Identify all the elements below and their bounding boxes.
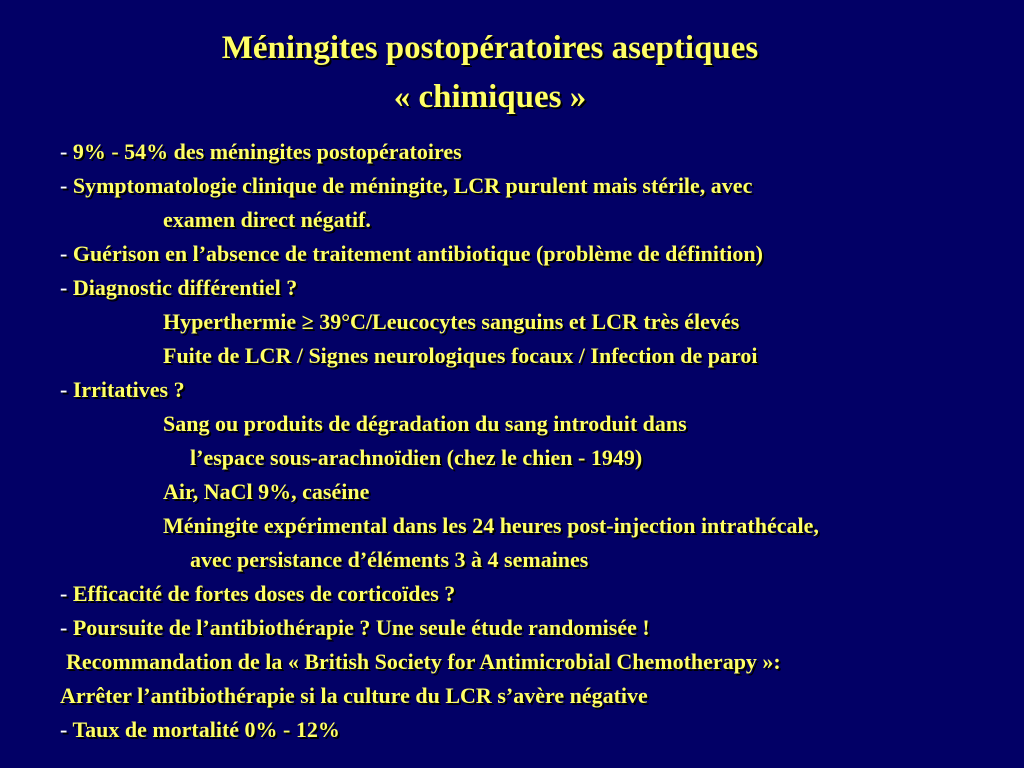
bullet-line (60, 172, 752, 200)
bullet-dash: - (60, 377, 73, 402)
bullet-line (60, 614, 650, 642)
bullet-continuation (163, 206, 371, 234)
bullet-line (60, 138, 462, 166)
bullet-text: examen direct négatif. (163, 207, 371, 232)
bullet-line (60, 274, 297, 302)
sub-item-text: Sang ou produits de dégradation du sang introduit dans (163, 411, 687, 436)
recommendation-text: Arrêter l’antibiothérapie si la culture du LCR s’avère négative (60, 683, 648, 708)
bullet-text: Symptomatologie clinique de méningite, LCR purulent mais stérile, avec (72, 173, 753, 198)
bullet-dash: - (60, 139, 73, 164)
bullet-text: Diagnostic différentiel ? (72, 275, 298, 300)
sub-item (163, 478, 369, 506)
bullet-text: Poursuite de l’antibiothérapie ? Une seule étude randomisée ! (72, 615, 650, 640)
recommendation-text: Recommandation de la « British Society for Antimicrobial Chemotherapy »: (66, 649, 781, 674)
bullet-dash: - (60, 241, 73, 266)
bullet-line (60, 376, 185, 404)
sub-item-text: l’espace sous-arachnoïdien (chez le chien - 1949) (190, 445, 643, 470)
bullet-line (60, 716, 340, 744)
sub-item-text: Air, NaCl 9%, caséine (163, 479, 370, 504)
recommendation-line (66, 648, 781, 676)
bullet-dash: - (60, 615, 73, 640)
bullet-text: Irritatives ? (72, 377, 185, 402)
bullet-dash: - (60, 581, 73, 606)
sub-item-text: Hyperthermie ≥ 39°C/Leucocytes sanguins et LCR très élevés (163, 309, 740, 334)
sub-item-text: Fuite de LCR / Signes neurologiques focaux / Infection de paroi (163, 343, 758, 368)
sub-item-continuation (190, 546, 588, 574)
bullet-text: 9% - 54% des méningites postopératoires (72, 139, 462, 164)
slide-title-line-1: Méningites postopératoires aseptiques (221, 30, 759, 66)
sub-item-continuation (190, 444, 642, 472)
bullet-text: Guérison en l’absence de traitement antibiotique (problème de définition) (72, 241, 763, 266)
bullet-dash: - (60, 173, 73, 198)
slide-title-line-2: « chimiques » (393, 79, 587, 115)
bullet-line (60, 580, 455, 608)
recommendation-line (60, 682, 648, 710)
bullet-text: Taux de mortalité 0% - 12% (72, 717, 340, 742)
bullet-line (60, 240, 763, 268)
bullet-dash: - (60, 717, 73, 742)
sub-item (163, 342, 757, 370)
bullet-dash: - (60, 275, 73, 300)
sub-item (163, 410, 687, 438)
sub-item (163, 308, 739, 336)
sub-item-text: avec persistance d’éléments 3 à 4 semaines (190, 547, 589, 572)
sub-item-text: Méningite expérimental dans les 24 heures post-injection intrathécale, (163, 513, 819, 538)
sub-item (163, 512, 819, 540)
bullet-text: Efficacité de fortes doses de corticoïdes ? (72, 581, 456, 606)
